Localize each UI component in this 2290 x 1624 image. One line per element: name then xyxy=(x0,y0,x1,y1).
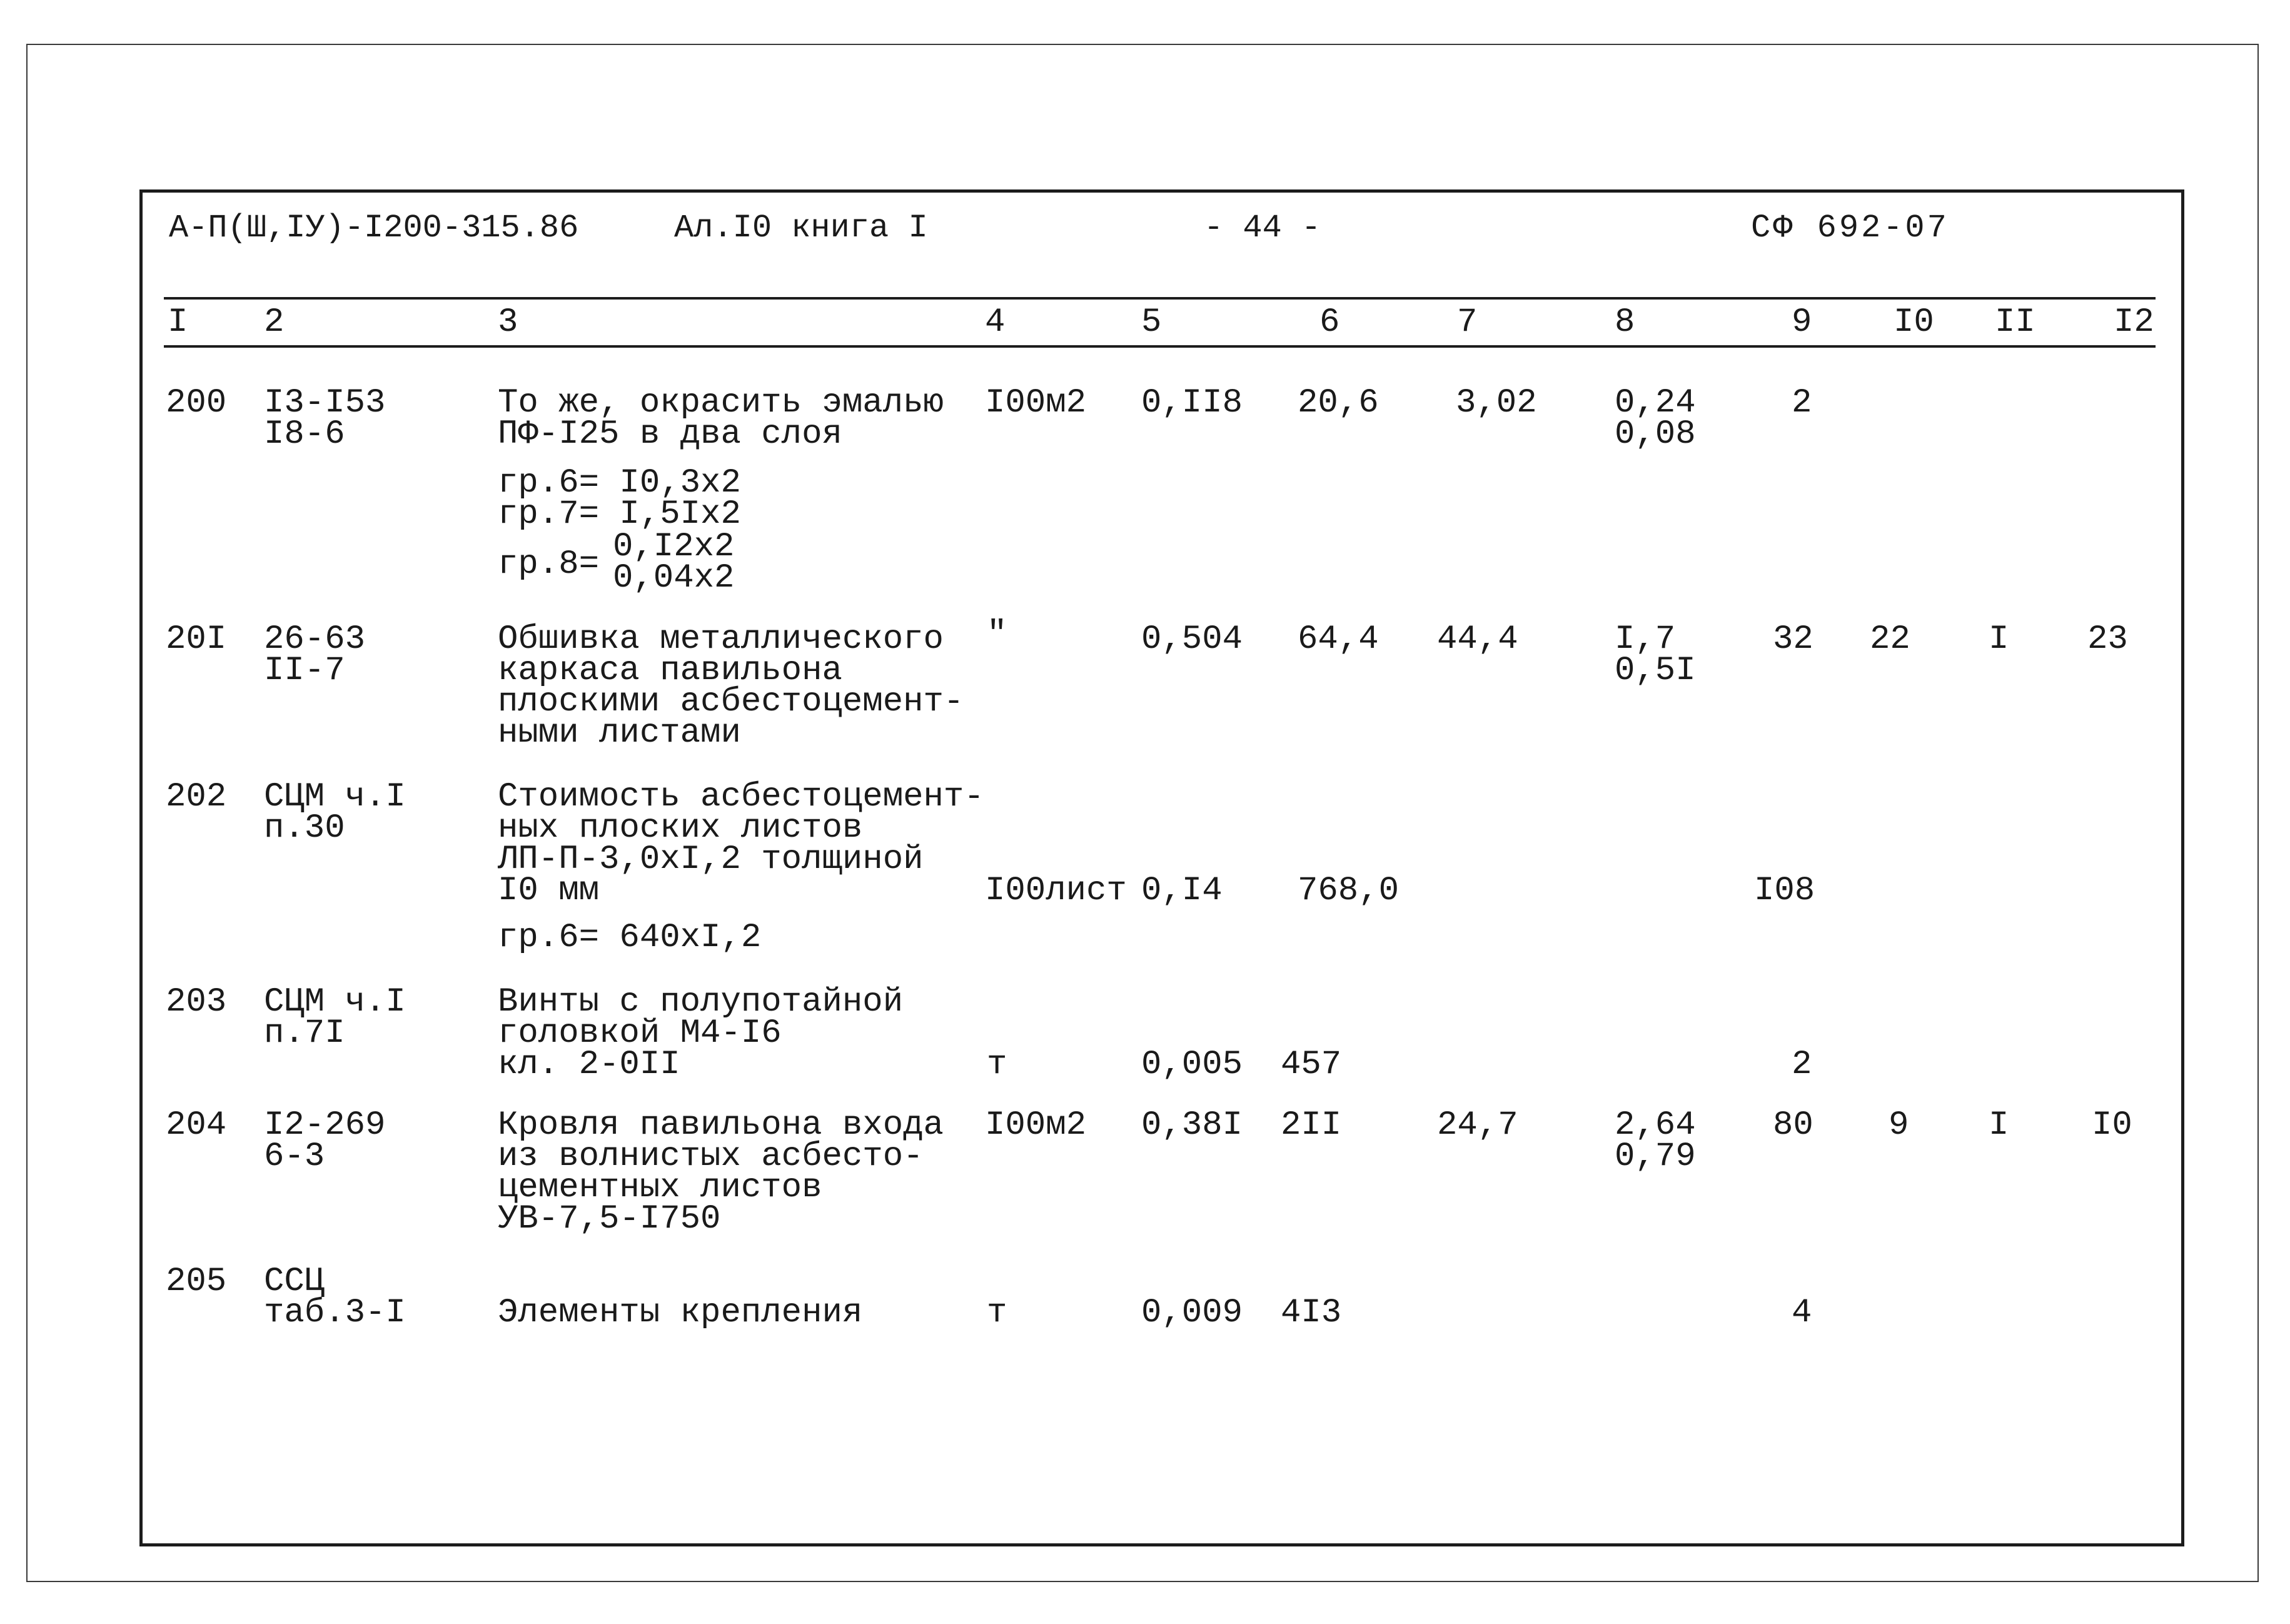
row-col9: 4 xyxy=(1792,1294,1812,1332)
row-note-label: гр.8= xyxy=(498,545,600,583)
row-code: ССЦ таб.3-I xyxy=(264,1263,406,1332)
row-unit: I00лист xyxy=(985,872,1127,910)
row-number: 203 xyxy=(166,983,227,1021)
row-code: I3-I53 I8-6 xyxy=(264,384,386,453)
row-col11: I xyxy=(1989,620,2009,658)
row-col11: I xyxy=(1989,1106,2009,1144)
row-quantity: 0,009 xyxy=(1141,1294,1243,1332)
row-name: Стоимость асбестоцемент- ных плоских листов ЛП-П-3,0хI,2 толщиной I0 мм xyxy=(498,778,984,910)
column-number-9: 9 xyxy=(1792,303,1812,341)
row-number: 204 xyxy=(166,1106,227,1144)
row-quantity: 0,005 xyxy=(1141,1046,1243,1084)
row-number: 202 xyxy=(166,778,227,816)
column-number-1: I xyxy=(168,303,188,341)
column-number-8: 8 xyxy=(1615,303,1635,341)
column-number-10: I0 xyxy=(1894,303,1934,341)
row-quantity: 0,504 xyxy=(1141,620,1243,658)
row-col6: 768,0 xyxy=(1298,872,1400,910)
row-col6: 20,6 xyxy=(1298,384,1379,422)
row-col10: 9 xyxy=(1889,1106,1909,1144)
sheet-code: СФ 692-07 xyxy=(1751,209,1949,246)
row-name: Обшивка металлического каркаса павильона плоскими асбестоцемент- ными листами xyxy=(498,620,964,752)
row-quantity: 0,38I xyxy=(1141,1106,1243,1144)
row-col8: 2,64 0,79 xyxy=(1615,1106,1696,1176)
column-number-7: 7 xyxy=(1457,303,1478,341)
column-number-6: 6 xyxy=(1319,303,1340,341)
column-number-5: 5 xyxy=(1141,303,1162,341)
row-col7: 44,4 xyxy=(1437,620,1518,658)
page-number: - 44 - xyxy=(1204,209,1321,246)
row-col8: 0,24 0,08 xyxy=(1615,384,1696,453)
row-number: 200 xyxy=(166,384,227,422)
row-col9: 80 xyxy=(1773,1106,1813,1144)
row-col9: 32 xyxy=(1773,620,1813,658)
row-col7: 24,7 xyxy=(1437,1106,1518,1144)
row-col6: 457 xyxy=(1281,1046,1342,1084)
row-note: гр.6= I0,3х2 гр.7= I,5Iх2 xyxy=(498,464,741,533)
row-col8: I,7 0,5I xyxy=(1615,620,1696,690)
table-header-rule xyxy=(164,345,2156,348)
row-quantity: 0,I4 xyxy=(1141,872,1223,910)
row-name: Элементы крепления xyxy=(498,1294,863,1332)
row-col6: 4I3 xyxy=(1281,1294,1342,1332)
column-number-11: II xyxy=(1995,303,2035,341)
row-col9: 2 xyxy=(1792,384,1812,422)
document-code: А-П(Ш,IУ)-I200-315.86 xyxy=(169,209,579,246)
row-col6: 2II xyxy=(1281,1106,1342,1144)
row-unit: т xyxy=(987,1046,1007,1084)
row-col9: 2 xyxy=(1792,1046,1812,1084)
row-name: Винты с полупотайной головкой М4-I6 кл. 2-0II xyxy=(498,983,904,1084)
row-code: СЦМ ч.I п.7I xyxy=(264,983,406,1052)
album-label: Ал.I0 книга I xyxy=(674,209,928,246)
row-col12: 23 xyxy=(2087,620,2128,658)
column-number-4: 4 xyxy=(985,303,1006,341)
row-code: 26-63 II-7 xyxy=(264,620,366,690)
row-unit: т xyxy=(987,1294,1007,1332)
row-col6: 64,4 xyxy=(1298,620,1379,658)
row-col9: I08 xyxy=(1754,872,1815,910)
row-unit: " xyxy=(987,615,1007,653)
row-unit: I00м2 xyxy=(985,384,1087,422)
row-code: СЦМ ч.I п.30 xyxy=(264,778,406,847)
row-col7: 3,02 xyxy=(1456,384,1537,422)
row-unit: I00м2 xyxy=(985,1106,1087,1144)
row-number: 20I xyxy=(166,620,227,658)
row-name: То же, окрасить эмалью ПФ-I25 в два слоя xyxy=(498,384,944,453)
column-number-3: 3 xyxy=(498,303,518,341)
row-code: I2-269 6-3 xyxy=(264,1106,386,1176)
column-number-12: I2 xyxy=(2114,303,2154,341)
row-col10: 22 xyxy=(1870,620,1910,658)
column-number-2: 2 xyxy=(264,303,285,341)
row-note-value: 0,I2х2 0,04х2 xyxy=(613,528,735,597)
row-note: гр.6= 640хI,2 xyxy=(498,919,762,957)
row-col12: I0 xyxy=(2092,1106,2132,1144)
row-name: Кровля павильона входа из волнистых асбесто- цементных листов УВ-7,5-I750 xyxy=(498,1106,944,1238)
table-top-rule xyxy=(164,297,2156,300)
row-number: 205 xyxy=(166,1263,227,1301)
row-quantity: 0,II8 xyxy=(1141,384,1243,422)
